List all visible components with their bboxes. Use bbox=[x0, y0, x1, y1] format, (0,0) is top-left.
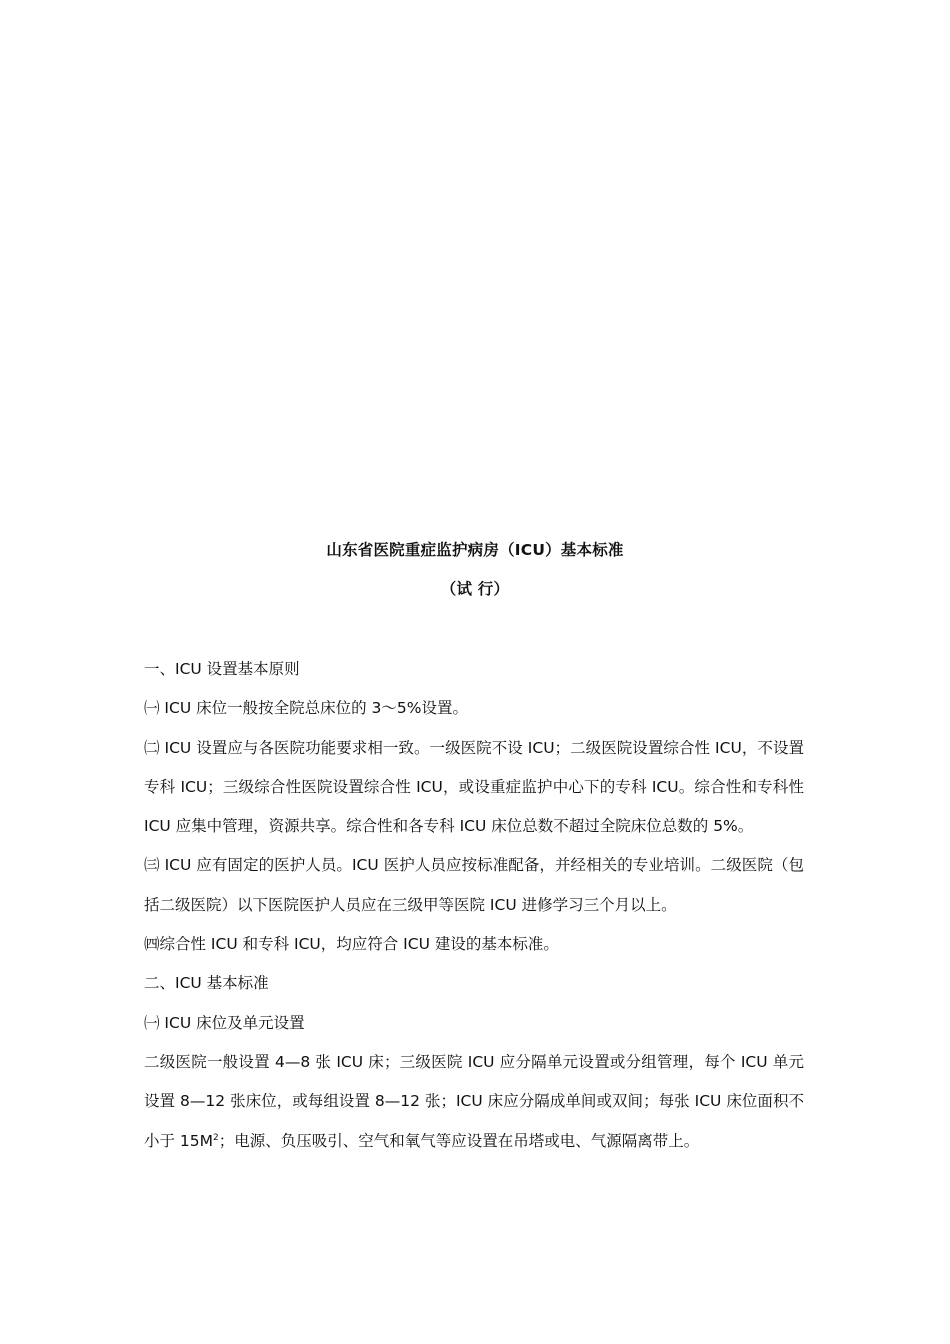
paragraph-text-after: ；电源、负压吸引、空气和氧气等应设置在吊塔或电、气源隔离带上。 bbox=[218, 1131, 700, 1150]
paragraph-2-1: ㈠ ICU 床位及单元设置 bbox=[144, 1013, 305, 1032]
superscript: 2 bbox=[213, 1132, 219, 1143]
document-subtitle: （试 行） bbox=[440, 580, 510, 598]
paragraph-1-3: ㈢ ICU 应有固定的医护人员。ICU 医护人员应按标准配备，并经相关的专业培训。二级医院（包括二级医院）以下医院医护人员应在三级甲等医院 ICU 进修学习三个月以上。 bbox=[144, 856, 804, 914]
section-heading-2: 二、ICU 基本标准 bbox=[144, 974, 269, 993]
paragraph-1-4: ㈣综合性 ICU 和专科 ICU，均应符合 ICU 建设的基本标准。 bbox=[144, 935, 559, 954]
paragraph-text-before: 二级医院一般设置 4—8 张 ICU 床；三级医院 ICU 应分隔单元设置或分组管理，每个 ICU 单元设置 8—12 张床位，或每组设置 8—12 张；ICU 床应分隔成单间或双间；每张 ICU 床位面积不小于 15M bbox=[144, 1052, 804, 1150]
paragraph-2-1-body bbox=[144, 1043, 804, 1161]
paragraph-1-2: ㈡ ICU 设置应与各医院功能要求相一致。一级医院不设 ICU；二级医院设置综合性 ICU，不设置专科 ICU；三级综合性医院设置综合性 ICU，或设重症监护中心下的专科 ICU。综合性和专科性 ICU 应集中管理，资源共享。综合性和各专科 ICU 床位总数不超过全院床位总数的 5%。 bbox=[144, 738, 804, 836]
document-body bbox=[144, 650, 804, 1161]
section-heading-1: 一、ICU 设置基本原则 bbox=[144, 660, 300, 678]
document-title: 山东省医院重症监护病房（ICU）基本标准 bbox=[326, 541, 624, 559]
paragraph-1-1: ㈠ ICU 床位一般按全院总床位的 3～5%设置。 bbox=[144, 699, 468, 718]
